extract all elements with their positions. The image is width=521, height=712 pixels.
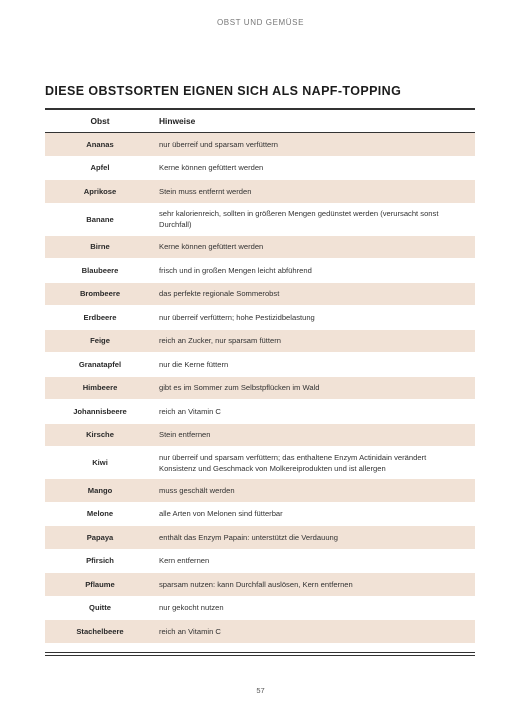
cell-hinweis: Kern entfernen <box>159 556 210 566</box>
cell-hinweis: das perfekte regionale Sommerobst <box>159 289 280 299</box>
cell-hinweis: reich an Zucker, nur sparsam füttern <box>159 336 281 346</box>
cell-obst: Kirsche <box>86 430 114 440</box>
table-row <box>45 204 475 236</box>
table-title: DIESE OBSTSORTEN EIGNEN SICH ALS NAPF-TOPPING <box>45 84 402 98</box>
table-row <box>45 353 475 377</box>
cell-hinweis: muss geschält werden <box>159 485 235 495</box>
table-row <box>45 236 475 260</box>
cell-hinweis: Stein entfernen <box>159 430 211 440</box>
cell-obst: Aprikose <box>83 186 117 196</box>
table-row <box>45 400 475 424</box>
running-header: OBST UND GEMÜSE <box>216 18 305 27</box>
cell-obst: Melone <box>86 509 114 519</box>
table-row <box>45 259 475 283</box>
table-header-row <box>45 110 475 133</box>
table-row <box>45 377 475 401</box>
cell-hinweis: gibt es im Sommer zum Selbstpflücken im Wald <box>159 383 320 393</box>
cell-obst: Stachelbeere <box>76 626 124 636</box>
table-row <box>45 526 475 550</box>
cell-obst: Johannisbeere <box>73 406 127 416</box>
fruit-table <box>45 108 475 644</box>
cell-obst: Apfel <box>90 163 110 173</box>
cell-hinweis: nur überreif und sparsam verfüttern <box>159 139 279 149</box>
cell-obst: Birne <box>90 242 110 252</box>
table-row <box>45 479 475 503</box>
cell-hinweis: nur überreif und sparsam verfüttern; das enthaltene Enzym Actinidain verändert Konsistenz und Geschmack von Molkereiprodukten und ist allergen <box>159 452 427 473</box>
table-row <box>45 330 475 354</box>
cell-hinweis: reich an Vitamin C <box>159 406 221 416</box>
cell-obst: Feige <box>90 336 110 346</box>
table-row <box>45 133 475 157</box>
cell-hinweis: nur überreif verfüttern; hohe Pestizidbelastung <box>159 312 315 322</box>
cell-obst: Kiwi <box>92 458 108 467</box>
cell-hinweis: Kerne können gefüttert werden <box>159 242 264 252</box>
cell-obst: Blaubeere <box>81 265 119 275</box>
cell-obst: Papaya <box>86 532 114 542</box>
cell-hinweis: nur die Kerne füttern <box>159 359 229 369</box>
cell-obst: Mango <box>87 485 113 495</box>
table-row <box>45 283 475 307</box>
table-row <box>45 573 475 597</box>
table-row <box>45 597 475 621</box>
table-row <box>45 447 475 479</box>
table-row <box>45 550 475 574</box>
cell-obst: Quitte <box>89 603 111 613</box>
cell-obst: Himbeere <box>82 383 118 393</box>
table-row <box>45 503 475 527</box>
table-row <box>45 180 475 204</box>
cell-hinweis: sparsam nutzen: kann Durchfall auslösen, Kern entfernen <box>159 579 353 589</box>
table-row <box>45 157 475 181</box>
cell-hinweis: enthält das Enzym Papain: unterstützt die Verdauung <box>159 532 338 542</box>
cell-hinweis: reich an Vitamin C <box>159 626 221 636</box>
cell-hinweis: sehr kalorienreich, sollten in größeren Mengen gedünstet werden (verursacht sonst Durchfall) <box>159 209 439 229</box>
cell-obst: Pfirsich <box>86 556 114 566</box>
table-row <box>45 306 475 330</box>
table-end-rule <box>45 652 475 656</box>
cell-obst: Erdbeere <box>83 312 117 322</box>
page-number: 57 <box>256 686 265 695</box>
cell-obst: Banane <box>86 214 114 224</box>
column-header-obst: Obst <box>90 116 110 126</box>
cell-obst: Brombeere <box>79 289 121 299</box>
cell-hinweis: Kerne können gefüttert werden <box>159 163 264 173</box>
cell-hinweis: alle Arten von Melonen sind fütterbar <box>159 509 283 519</box>
cell-hinweis: frisch und in großen Mengen leicht abführend <box>159 265 312 275</box>
cell-obst: Pflaume <box>85 579 115 589</box>
cell-obst: Granatapfel <box>78 359 122 369</box>
table-row <box>45 424 475 448</box>
cell-hinweis: Stein muss entfernt werden <box>159 186 252 196</box>
column-header-hinweise: Hinweise <box>159 115 196 126</box>
cell-obst: Ananas <box>86 139 114 149</box>
cell-hinweis: nur gekocht nutzen <box>159 603 224 613</box>
table-row <box>45 620 475 644</box>
